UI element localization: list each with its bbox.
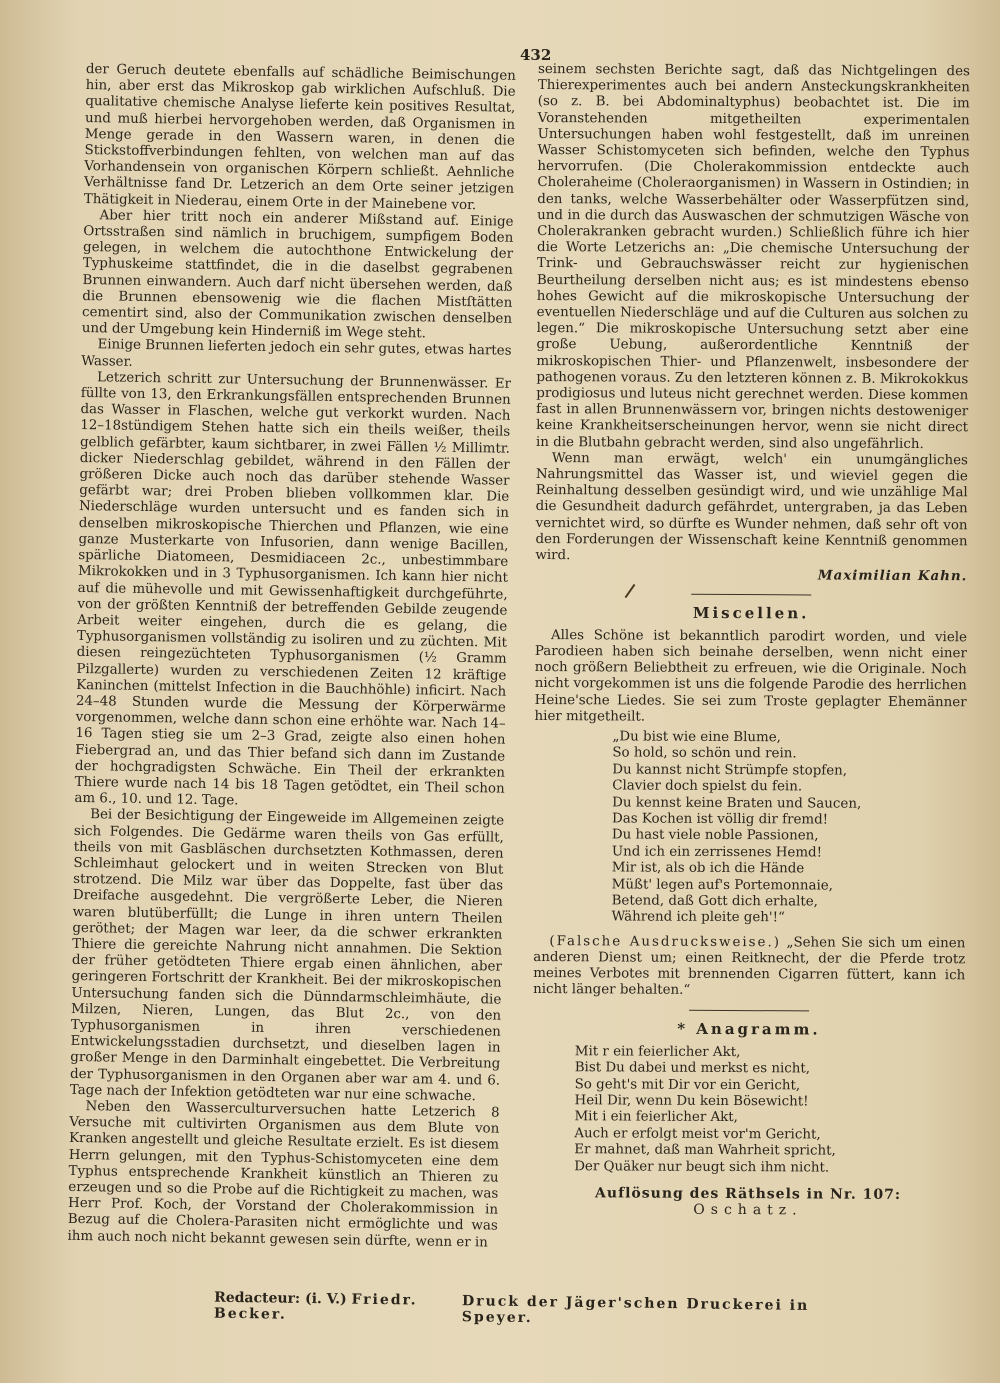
poem-line: Du hast viele noble Passionen, bbox=[611, 827, 819, 844]
false-expression-label: (Falsche Ausdrucksweise.) bbox=[549, 933, 781, 951]
poem-line: „Du bist wie eine Blume, bbox=[612, 729, 781, 746]
anagram-line: Er mahnet, daß man Wahrheit spricht, bbox=[574, 1142, 836, 1159]
left-paragraph-6: Neben den Wasserculturversuchen hatte Letzerich 8 Versuche mit cultivirten Organismen aus dem Blute von Kranken angestellt und gleiche Resultate erzielt. Es ist diesem Herrn gelungen, mit den Typhus-Schistomyceten eine dem Typhus entsprechende Krankheit künstlich an Thieren zu erzeugen und so die Probe auf die Richtigkeit zu machen, was Herr Prof. Koch, der Vorstand der Cholerakommission in Bezug auf die Cholera-Parasiten nicht ermöglichte und was ihm auch noch nicht bekannt gewesen sein dürfte, wenn er in bbox=[67, 1099, 500, 1251]
poem-line: Clavier doch spielst du fein. bbox=[612, 778, 803, 795]
anagram-heading: * Anagramm. bbox=[677, 1019, 821, 1039]
poem-line: Müßt' legen auf's Portemonnaie, bbox=[611, 876, 833, 894]
false-expression-item bbox=[533, 934, 965, 1001]
false-expression-text: „Sehen Sie sich um einen anderen Dienst um; einen Reitknecht, der die Pferde trotz meines Verbotes mit brennenden Cigarren füttert, kann ich nicht länger behalten.“ bbox=[533, 935, 966, 999]
editor-name: Friedr. Becker. bbox=[213, 1291, 418, 1323]
section-divider bbox=[691, 593, 811, 595]
anagram-line: Der Quäker nur beugt sich ihm nicht. bbox=[574, 1158, 830, 1176]
anagram-line: So geht's mit Dir vor ein Gericht, bbox=[574, 1076, 801, 1094]
poem-line: Mir ist, als ob ich die Hände bbox=[611, 860, 805, 877]
left-paragraph-2: Aber hier tritt noch ein anderer Mißstand auf. Einige Ortsstraßen sind nämlich in bruchigem, sumpfigem Boden gelegen, in welchem die autochthone Entwickelung der Typhuskeime stattfindet, die in die daselbst gegrabenen Brunnen einwandern. Auch darf nicht übersehen werden, daß die Brunnen ebensowenig wie die flachen Mistſtätten cementirt sind, also der Communikation zwischen denselben und der Umgebung kein Hinderniß im Wege steht. bbox=[81, 208, 514, 342]
anagram-line: Heil Dir, wenn Du kein Bösewicht! bbox=[574, 1093, 809, 1110]
printer-credit: Druck der Jäger'schen Druckerei in Speyer. bbox=[461, 1293, 810, 1327]
anagram-line: Bist Du dabei und merkst es nicht, bbox=[574, 1060, 811, 1077]
poem-line: Das Kochen ist völlig dir fremd! bbox=[611, 811, 829, 828]
riddle-solution-heading: Auflösung des Räthsels in Nr. 107: bbox=[595, 1185, 902, 1203]
left-paragraph-3: Einige Brunnen lieferten jedoch ein sehr gutes, etwas hartes Wasser. bbox=[81, 337, 512, 370]
miscellen-heading: Miscellen. bbox=[692, 603, 810, 622]
right-column bbox=[532, 62, 970, 1220]
poem-line: Betend, daß Gott dich erhalte, bbox=[611, 893, 818, 910]
anagram-line: Auch er erfolgt meist vor'm Gericht, bbox=[574, 1126, 821, 1143]
poem-line: Du kennst keine Braten und Saucen, bbox=[612, 794, 862, 812]
riddle-solution-word: Oschatz. bbox=[693, 1202, 803, 1219]
anagram-line: Mit i ein feierlicher Akt, bbox=[574, 1109, 738, 1126]
miscellen-intro: Alles Schöne ist bekanntlich parodirt worden, und viele Parodieen haben sich beinahe derselben, wenn nicht einer noch größern Beliebtheit zu erfreuen, wie die Originale. Noch nicht vorgekommen ist uns die folgende Parodie des herrlichen Heine'sche Liedes. Sie sei zum Troste geplagter Ehemänner hier mitgetheilt. bbox=[534, 627, 968, 725]
poem-line: So hold, so schön und rein. bbox=[612, 745, 797, 762]
right-paragraph-1: seinem sechsten Berichte sagt, daß das Nichtgelingen des Thierexperimentes auch bei andern Ansteckungskrankheiten (so z. B. bei Abdominaltyphus) beobachtet ist. Die im Voranstehenden mitgetheilten experimentalen Untersuchungen haben wohl festgestellt, daß im unreinen Wasser Schistomyceten sich befinden, welche den Typhus hervorrufen. (Die Cholerakommission entdeckte auch Choleraheime (Choleraorganismen) in Wassern in Ostindien; in den tanks, welche Wasserbehälter oder Wasserpfützen sind, und in die durch das Auswaschen der schmutzigen Wäsche von Cholerakranken gebracht wurden.) Schließlich führe ich hier die Worte Letzerichs an: „Die chemische Untersuchung der Trink- und Gebrauchswässer reicht zur hygienischen Beurtheilung derselben nicht aus; es ist mindestens ebenso hohes Gewicht auf die mikroskopische Untersuchung der eventuellen Niederschläge und auf die Culturen aus solchen zu legen.“ Die mikroskopische Untersuchung setzt aber eine große Uebung, außerordentliche Kenntniß der mikroskopischen Thier- und Pflanzenwelt, insbesondere der pathogenen voraus. Zu den letzteren können z. B. Mikrokokkus prodigiosus und luteus nicht gerechnet werden. Diese kommen fast in allen Brunnenwässern vor, bringen nichts destoweniger keine Krankheitserscheinungen hervor, wenn sie nicht direct in die Blutbahn gebracht werden, sind also ungefährlich. bbox=[535, 62, 970, 452]
left-column bbox=[67, 62, 516, 1251]
left-paragraph-1: der Geruch deutete ebenfalls auf schädliche Beimischungen hin, aber erst das Mikroskop gab wirklichen Aufschluß. Die qualitative chemische Analyse lieferte kein positives Resultat, und muß hierbei hervorgehoben werden, daß Organismen in Menge gerade in den Wassern waren, in denen die Stickstoffverbindungen fehlten, von welchen man auf das Vorhandensein von organischen Körpern schließt. Aehnliche Verhältnisse fand Dr. Letzerich an dem Orte seiner jetzigen Thätigkeit in Niederau, einem Orte in der Mainebene vor. bbox=[83, 62, 516, 213]
section-divider bbox=[689, 1009, 809, 1011]
anagram-line: Mit r ein feierlicher Akt, bbox=[574, 1044, 741, 1060]
poem-line: Während ich pleite geh'!“ bbox=[611, 909, 785, 926]
left-paragraph-5: Bei der Besichtigung der Eingeweide im Allgemeinen zeigte sich Folgendes. Die Gedärme waren theils von Gas erfüllt, theils von mit Gasbläschen durchsetzten Kothmassen, deren Schleimhaut gelockert und in weiten Strecken von Blut strotzend. Die Milz war über das Doppelte, fast über das Dreifache ausgedehnt. Die vergrößerte Leber, die Nieren waren blutüberfüllt; die Lunge in ihren untern Theilen geröthet; der Magen war leer, da die schwer erkrankten Thiere die gereichte Nahrung nicht annahmen. Die Sektion der früher getödteten Thiere ergab einen ähnlichen, aber geringeren Fortschritt der Krankheit. Bei der mikroskopischen Untersuchung fanden sich die Dünndarmschleimhäute, die Milzen, Nieren, Lungen, das Blut 2c., von den Typhusorganismen in ihren verschiedenen Entwickelungsstadien durchsetzt, und dieselben lagen in großer Menge in den Darminhalt eingebettet. Die Verbreitung der Typhusorganismen in den Organen aber war am 4. und 6. Tage nach der Infektion getödteten war nur eine schwache. bbox=[69, 807, 505, 1105]
author-signature: Maximilian Kahn. bbox=[817, 567, 968, 585]
page-footer bbox=[214, 1290, 834, 1331]
left-paragraph-4: Letzerich schritt zur Untersuchung der Brunnenwässer. Er füllte von 13, den Erkrankungsfällen entsprechenden Brunnen das Wasser in Flaschen, welche gut verkorkt wurden. Nach 12–18stündigem Stehen hatte sich ein theils weißer, theils gelblich gefärbter, kaum sichtbarer, in zwei Fällen ½ Millimtr. dicker Niederschlag gebildet, während in den Fällen der größeren Dicke auch noch das darüber stehende Wasser gefärbt war; drei Proben blieben vollkommen klar. Die Niederschläge wurden untersucht und es fanden sich in denselben mikroskopische Thierchen und Pflanzen, wie eine ganze Musterkarte von Infusorien, dann wenige Bacillen, spärliche Diatomeen, Desmidiaceen 2c., unbestimmbare Mikrokokken und in 3 Typhusorganismen. Ich kann hier nicht auf die mühevolle und mit Gewissenhaftigkeit durchgeführte, von der größten Kenntniß der betreffenden Gebilde zeugende Arbeit weiter eingehen, durch die es gelang, die Typhusorganismen vollständig zu isoliren und zu züchten. Mit diesen reingezüchteten Typhusorganismen (½ Gramm Pilzgallerte) wurden zu verschiedenen Zeiten 12 kräftige Kaninchen (mittelst Infection in die Bauchhöhle) inficirt. Nach 24–48 Stunden wurde die Messung der Körperwärme vorgenommen, welche dann schon eine erhöhte war. Nach 14–16 Tagen stieg sie um 2–3 Grad, zeigte also einen hohen Fiebergrad an, und das Thier befand sich dann im Zustande der hochgradigsten Schwäche. Ein Theil der erkrankten Thiere wurde nach 14 bis 18 Tagen getödtet, ein Theil schon am 6., 10. und 12. Tage. bbox=[74, 370, 512, 809]
poem-line: Du kannst nicht Strümpfe stopfen, bbox=[612, 762, 848, 779]
poem-line: Und ich ein zerrissenes Hemd! bbox=[611, 844, 823, 861]
anagram-verse bbox=[574, 1044, 965, 1177]
right-paragraph-2: Wenn man erwägt, welch' ein unumgängliches Nahrungsmittel das Wasser ist, und wieviel gegen die Reinhaltung desselben gesündigt wird, und wie unzählige Mal die Gesundheit dadurch gefährdet, untergraben, ja das Leben vernichtet wird, so dürfte es Wunder nehmen, daß sehr oft von den Forderungen der Wissenschaft keine Kenntniß genommen wird. bbox=[535, 450, 968, 564]
editor-credit bbox=[214, 1290, 462, 1325]
parody-poem bbox=[611, 729, 966, 928]
editor-label: Redacteur: (i. V.) bbox=[214, 1289, 347, 1308]
page-number: 432 bbox=[520, 46, 552, 64]
